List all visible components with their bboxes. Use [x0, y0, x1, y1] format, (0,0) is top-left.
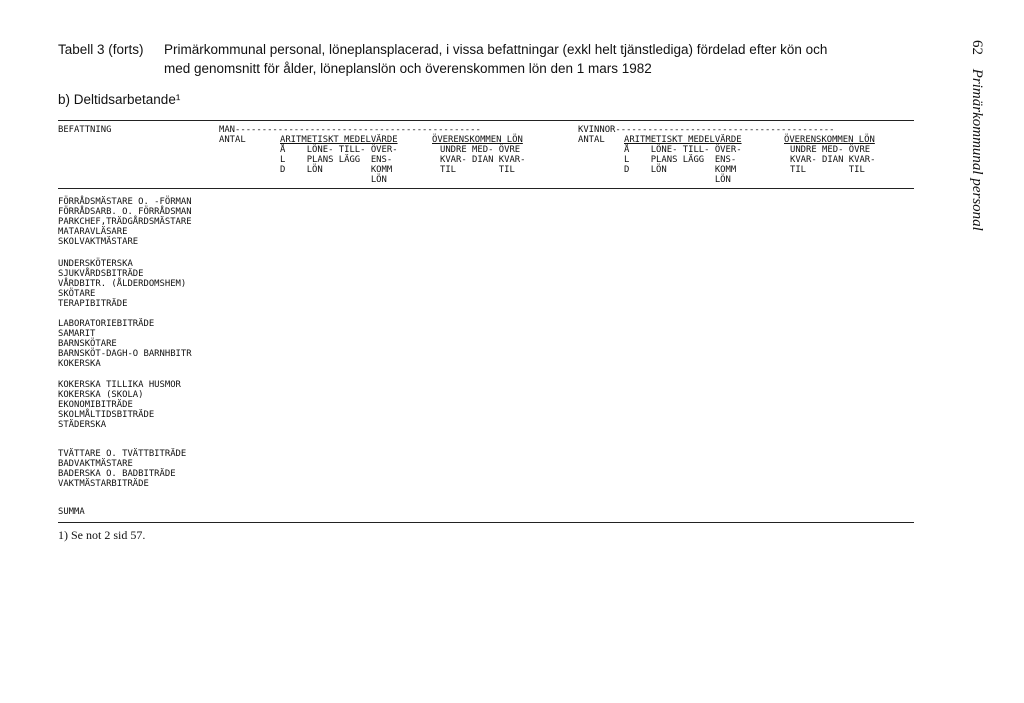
row-label: BARNSKÖTARE: [58, 339, 117, 349]
table-label: Tabell 3 (forts): [58, 42, 144, 57]
header-kvinnor-ov-3: TIL TIL: [790, 165, 865, 175]
row-label: KOKERSKA TILLIKA HUSMOR: [58, 380, 181, 390]
header-man-ov-3: TIL TIL: [440, 165, 515, 175]
row-label: BADERSKA O. BADBITRÄDE: [58, 469, 176, 479]
row-label: UNDERSKÖTERSKA: [58, 259, 133, 269]
header-kvinnor-overenskommen: ÖVERENSKOMMEN LÖN: [784, 135, 875, 145]
row-label: SKOLVAKTMÄSTARE: [58, 237, 139, 247]
row-label: EKONOMIBITRÄDE: [58, 400, 133, 410]
page-number: 62: [969, 40, 985, 55]
row-label: BADVAKTMÄSTARE: [58, 459, 133, 469]
row-label: SJUKVÅRDSBITRÄDE: [58, 269, 144, 279]
row-label: MATARAVLÄSARE: [58, 227, 128, 237]
header-kvinnor-sub-1: Å LÖNE- TILL- ÖVER-: [624, 145, 742, 155]
header-man-overenskommen: ÖVERENSKOMMEN LÖN: [432, 135, 523, 145]
header-befattning: BEFATTNING: [58, 125, 112, 135]
header-man-aritmetiskt: ARITMETISKT MEDELVÄRDE: [280, 135, 398, 145]
row-label: SKOLMÅLTIDSBITRÄDE: [58, 410, 155, 420]
header-kvinnor-ov-1: UNDRE MED- ÖVRE: [790, 145, 871, 155]
header-kvinnor-antal: ANTAL: [578, 135, 605, 145]
title-line-1: Primärkommunal personal, löneplansplacerad, i vissa befattningar (exkl helt tjänstlediga) fördelad efter kön och: [164, 42, 828, 57]
row-label: KOKERSKA (SKOLA): [58, 390, 144, 400]
row-label: KOKERSKA: [58, 359, 101, 369]
top-rule: [58, 120, 914, 121]
row-label: LABORATORIEBITRÄDE: [58, 319, 155, 329]
row-label: TVÄTTARE O. TVÄTTBITRÄDE: [58, 449, 187, 459]
header-kvinnor-sub-4: LÖN: [624, 175, 731, 185]
section-subtitle: b) Deltidsarbetande¹: [58, 92, 181, 107]
header-man-sub-4: LÖN: [280, 175, 387, 185]
running-header: [945, 40, 985, 300]
running-header-text: Primärkommunal personal: [969, 68, 985, 231]
header-man-ov-1: UNDRE MED- ÖVRE: [440, 145, 521, 155]
row-label: PARKCHEF,TRÄDGÅRDSMÄSTARE: [58, 217, 192, 227]
header-man-sub-2: L PLANS LÄGG ENS-: [280, 155, 393, 165]
row-label: STÄDERSKA: [58, 420, 107, 430]
header-man-sub-3: D LÖN KOMM: [280, 165, 393, 175]
row-label: VAKTMÄSTARBITRÄDE: [58, 479, 149, 489]
header-kvinnor-sub-2: L PLANS LÄGG ENS-: [624, 155, 737, 165]
header-man: MAN----------------------------------------------: [219, 125, 481, 135]
row-label: FÖRRÅDSMÄSTARE O. -FÖRMAN: [58, 197, 192, 207]
header-man-sub-1: Å LÖNE- TILL- ÖVER-: [280, 145, 398, 155]
bottom-rule: [58, 522, 914, 523]
row-label: SKÖTARE: [58, 289, 96, 299]
row-label: BARNSKÖT-DAGH-O BARNHBITR: [58, 349, 192, 359]
table-title: [58, 40, 827, 78]
header-man-antal: ANTAL: [219, 135, 246, 145]
row-label: SAMARIT: [58, 329, 96, 339]
header-kvinnor-sub-3: D LÖN KOMM: [624, 165, 737, 175]
header-kvinnor-aritmetiskt: ARITMETISKT MEDELVÄRDE: [624, 135, 742, 145]
row-label: SUMMA: [58, 507, 85, 517]
row-label: TERAPIBITRÄDE: [58, 299, 128, 309]
header-man-ov-2: KVAR- DIAN KVAR-: [440, 155, 526, 165]
footnote: 1) Se not 2 sid 57.: [58, 528, 146, 542]
header-kvinnor-ov-2: KVAR- DIAN KVAR-: [790, 155, 876, 165]
title-line-2: med genomsnitt för ålder, löneplanslön och överenskommen lön den 1 mars 1982: [164, 61, 652, 76]
header-kvinnor: KVINNOR-----------------------------------------: [578, 125, 835, 135]
row-label: VÅRDBITR. (ÅLDERDOMSHEM): [58, 279, 187, 289]
header-rule: [58, 188, 914, 189]
row-label: FÖRRÅDSARB. O. FÖRRÅDSMAN: [58, 207, 192, 217]
